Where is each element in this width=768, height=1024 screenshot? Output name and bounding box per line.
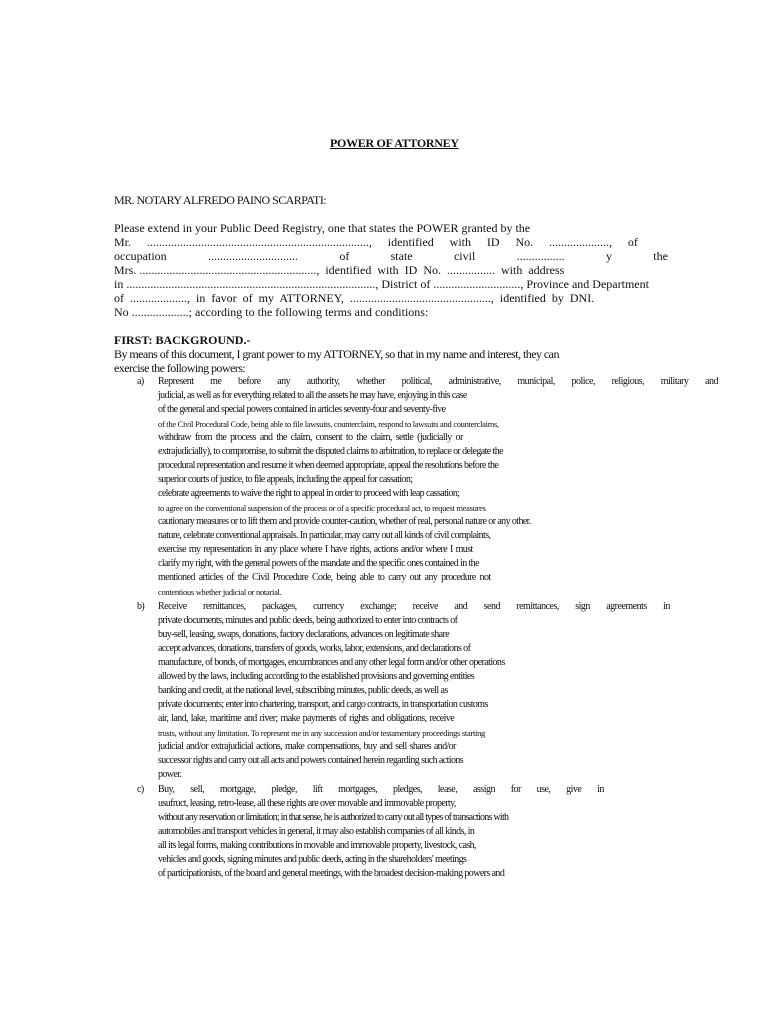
- item-c-line: without any reservation or limitation; in that sense, he is authorized to carry out all types of transactions with: [158, 812, 509, 823]
- item-b-line: banking and credit, at the national level, subscribing minutes, public deeds, as well as: [158, 685, 448, 696]
- item-c-line: automobiles and transport vehicles in general, it may also establish companies of all kinds, in: [158, 826, 475, 837]
- item-c-line: of participationists, of the board and general meetings, with the broadest decision-making powers and: [158, 868, 505, 879]
- item-b-line: trusts, without any limitation. To represent me in any succession and/or testamentary proceedings starting: [158, 728, 485, 738]
- item-b-line: accept advances, donations, transfers of goods, works, labor, extensions, and declarations of: [158, 643, 471, 654]
- item-c-line: all its legal forms, making contributions in movable and immovable property, livestock, cash,: [158, 840, 476, 851]
- item-a-first-line: Represent me before any authority, whether political, administrative, municipal, police, religious, military and: [158, 376, 718, 387]
- item-marker: c): [137, 784, 144, 795]
- section-intro-line: exercise the following powers:: [114, 361, 246, 375]
- item-a-line: nature, celebrate conventional appraisals. In particular, may carry out all kinds of civil complaints,: [158, 530, 491, 541]
- item-c-first-line: Buy, sell, mortgage, pledge, lift mortgages, pledges, lease, assign for use, give in: [158, 784, 604, 795]
- item-b-first-line: Receive remittances, packages, currency exchange; receive and send remittances, sign agreements in: [158, 601, 670, 612]
- item-b-line: private documents, minutes and public deeds, being authorized to enter into contracts of: [158, 615, 458, 626]
- item-a-line: withdraw from the process and the claim, consent to the claim, settle (judicially or: [158, 432, 463, 443]
- item-a-line: of the general and special powers contained in articles seventy-four and seventy-five: [158, 404, 446, 415]
- intro-line: Mrs. ..........................................................., identified with ID No. ................ with address: [114, 263, 565, 277]
- item-b-line: power.: [158, 769, 182, 780]
- item-a-line: clarify my right, with the general powers of the mandate and the specific ones contained in the: [158, 558, 479, 569]
- item-a-line: exercise my representation in any place where I have rights, actions and/or where I must: [158, 544, 473, 555]
- item-a-line: celebrate agreements to waive the right to appeal in order to proceed with leap cassation;: [158, 488, 460, 499]
- item-a-line: extrajudicially), to compromise, to submit the disputed claims to arbitration, to replace or delegate the: [158, 446, 503, 457]
- item-b-line: successor rights and carry out all acts and powers contained herein regarding such actions: [158, 755, 464, 766]
- section-intro-line: By means of this document, I grant power to my ATTORNEY, so that in my name and interest, they can: [114, 347, 559, 361]
- addressee: MR. NOTARY ALFREDO PAINO SCARPATI:: [114, 193, 327, 207]
- item-b-line: buy-sell, leasing, swaps, donations, factory declarations, advances on legitimate share: [158, 629, 450, 640]
- item-c-line: vehicles and goods, signing minutes and public deeds, acting in the shareholders' meetings: [158, 854, 467, 865]
- intro-line: occupation .............................. of state civil ................ y the: [114, 249, 668, 263]
- item-a-line: cautionary measures or to lift them and provide counter-caution, whether of real, personal nature or any other.: [158, 516, 531, 527]
- item-b-line: manufacture, of bonds, of mortgages, encumbrances and any other legal form and/or other operations: [158, 657, 505, 668]
- document-title: POWER OF ATTORNEY: [330, 136, 459, 150]
- item-b-line: private documents; enter into chartering, transport, and cargo contracts, in transportation customs: [158, 699, 488, 710]
- item-a-line: mentioned articles of the Civil Procedure Code, being able to carry out any procedure not: [158, 572, 491, 583]
- item-a-line: superior courts of justice, to file appeals, including the appeal for cassation;: [158, 474, 413, 485]
- item-a-line: to agree on the conventional suspension of the process or of a specific procedural act, to request measures: [158, 503, 486, 513]
- item-c-line: usufruct, leasing, retro-lease, all these rights are over movable and immovable property,: [158, 798, 456, 809]
- intro-line: Mr. .........................................................................., identified with ID No. ...................., of: [114, 235, 638, 249]
- item-marker: a): [137, 376, 144, 387]
- item-a-line: judicial, as well as for everything related to all the assets he may have, enjoying in this case: [158, 390, 467, 401]
- item-a-line: procedural representation and resume it when deemed appropriate, appeal the resolutions before the: [158, 460, 499, 471]
- intro-line: of ..................., in favor of my ATTORNEY, ..............................................., identified by DNI.: [114, 291, 595, 305]
- intro-line: No ...................; according to the following terms and conditions:: [114, 305, 429, 319]
- item-b-line: judicial and/or extrajudicial actions, make compensations, buy and sell shares and/or: [158, 741, 456, 752]
- item-b-line: air, land, lake, maritime and river; make payments of rights and obligations, receive: [158, 713, 455, 724]
- item-a-line: contentious whether judicial or notarial.: [158, 587, 282, 597]
- intro-line: Please extend in your Public Deed Registry, one that states the POWER granted by the: [114, 221, 531, 235]
- section-heading: FIRST: BACKGROUND.-: [114, 333, 251, 347]
- item-a-line: of the Civil Procedural Code, being able to file lawsuits, counterclaim, respond to lawsuits and counterclaims,: [158, 419, 499, 429]
- item-b-line: allowed by the laws, including according to the established provisions and governing entities: [158, 671, 475, 682]
- intro-line: in ..................................................................................., District of ............................., Province and Department: [114, 277, 649, 291]
- item-marker: b): [137, 601, 145, 612]
